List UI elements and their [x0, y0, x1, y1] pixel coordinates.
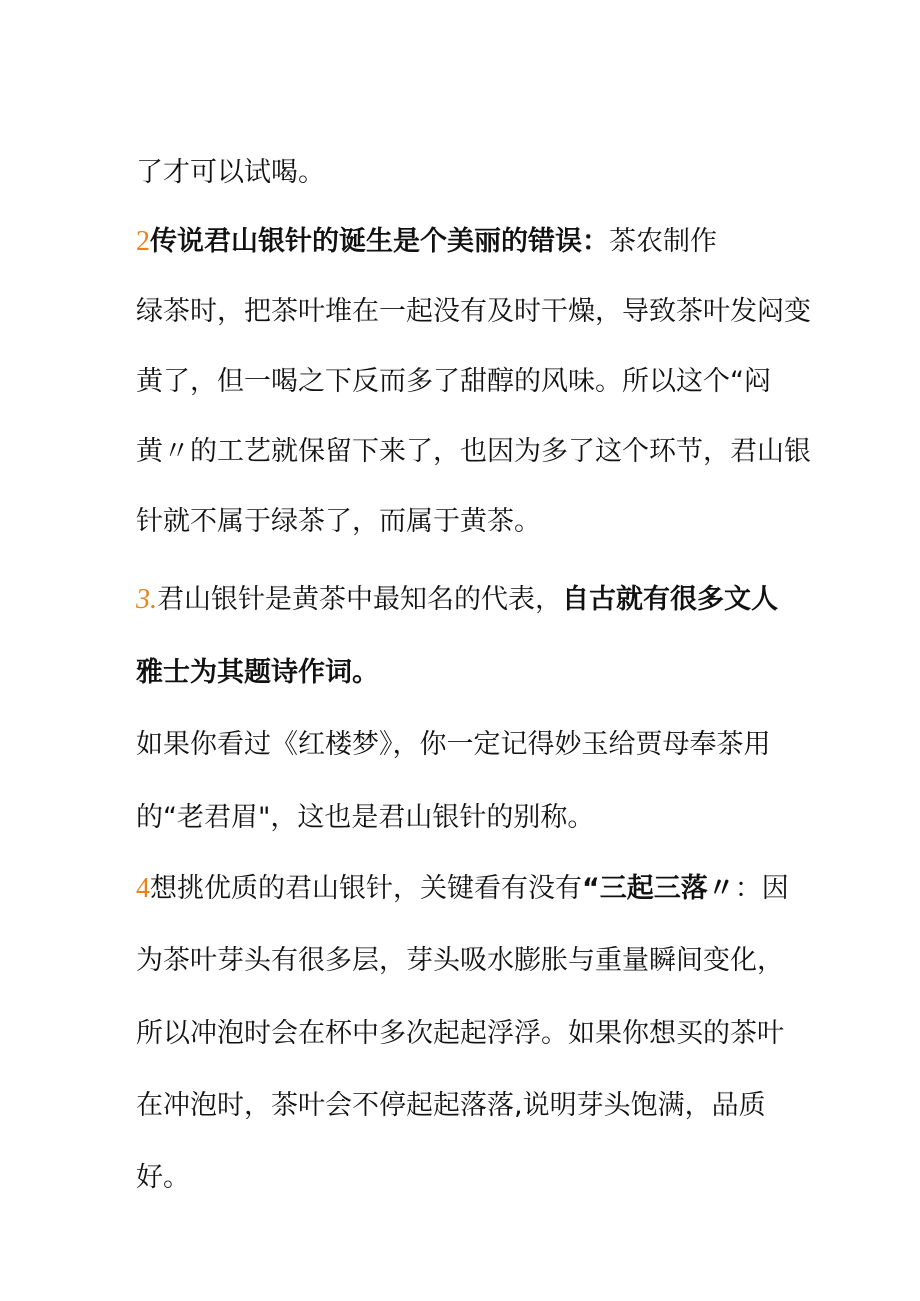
body-text: 为茶叶芽头有很多层，芽头吸水膨胀与重量瞬间变化， — [136, 945, 784, 976]
body-text: 好。 — [136, 1162, 190, 1193]
bold-heading-text: 传说君山银针的诞生是个美丽的错误： — [150, 226, 609, 257]
text-line-9 — [136, 725, 771, 765]
body-text: 黄〃的工艺就保留下来了，也因为多了这个环节，君山银 — [136, 436, 811, 467]
body-text: ：因 — [734, 873, 789, 904]
body-text: 绿茶时，把茶叶堆在一起没有及时干燥，导致茶叶发闷变 — [136, 296, 811, 327]
text-line-15 — [136, 1158, 190, 1198]
text-line-14 — [136, 1086, 766, 1126]
heading-item-3 — [136, 580, 778, 620]
list-number: 3. — [136, 584, 157, 615]
text-line-13 — [136, 1014, 784, 1054]
heading-item-2 — [136, 222, 717, 262]
list-number: 4 — [136, 873, 150, 904]
text-line-12 — [136, 941, 784, 981]
body-text: 茶农制作 — [609, 226, 717, 257]
text-line-3 — [136, 292, 811, 332]
body-text: 君山银针是黄茶中最知名的代表， — [157, 584, 562, 615]
list-number: 2 — [136, 226, 150, 257]
body-text: 想挑优质的君山银针，关键看有没有 — [150, 873, 582, 904]
text-line-4 — [136, 362, 771, 402]
body-text: 黄了，但一喝之下反而多了甜醇的风味。所以这个“闷 — [136, 366, 771, 397]
heading-item-4 — [136, 869, 789, 909]
text-line-6 — [136, 502, 541, 542]
bold-text: 自古就有很多文人 — [562, 584, 778, 615]
body-text: 了才可以试喝。 — [136, 157, 325, 188]
bold-text: 雅士为其题诗作词。 — [136, 657, 379, 688]
body-text: 在冲泡时，茶叶会不停起起落落,说明芽头饱满，品质 — [136, 1090, 766, 1121]
text-line-5 — [136, 432, 811, 472]
body-text: 的“老君眉"，这也是君山银针的别称。 — [136, 802, 595, 833]
text-line-1 — [136, 153, 325, 193]
bold-text: “三起三落〃 — [582, 873, 735, 904]
text-line-8 — [136, 653, 379, 693]
body-text: 所以冲泡时会在杯中多次起起浮浮。如果你想买的茶叶 — [136, 1018, 784, 1049]
body-text: 针就不属于绿茶了，而属于黄茶。 — [136, 506, 541, 537]
body-text: 如果你看过《红楼梦》，你一定记得妙玉给贾母奉茶用 — [136, 729, 771, 760]
text-line-10 — [136, 798, 594, 838]
